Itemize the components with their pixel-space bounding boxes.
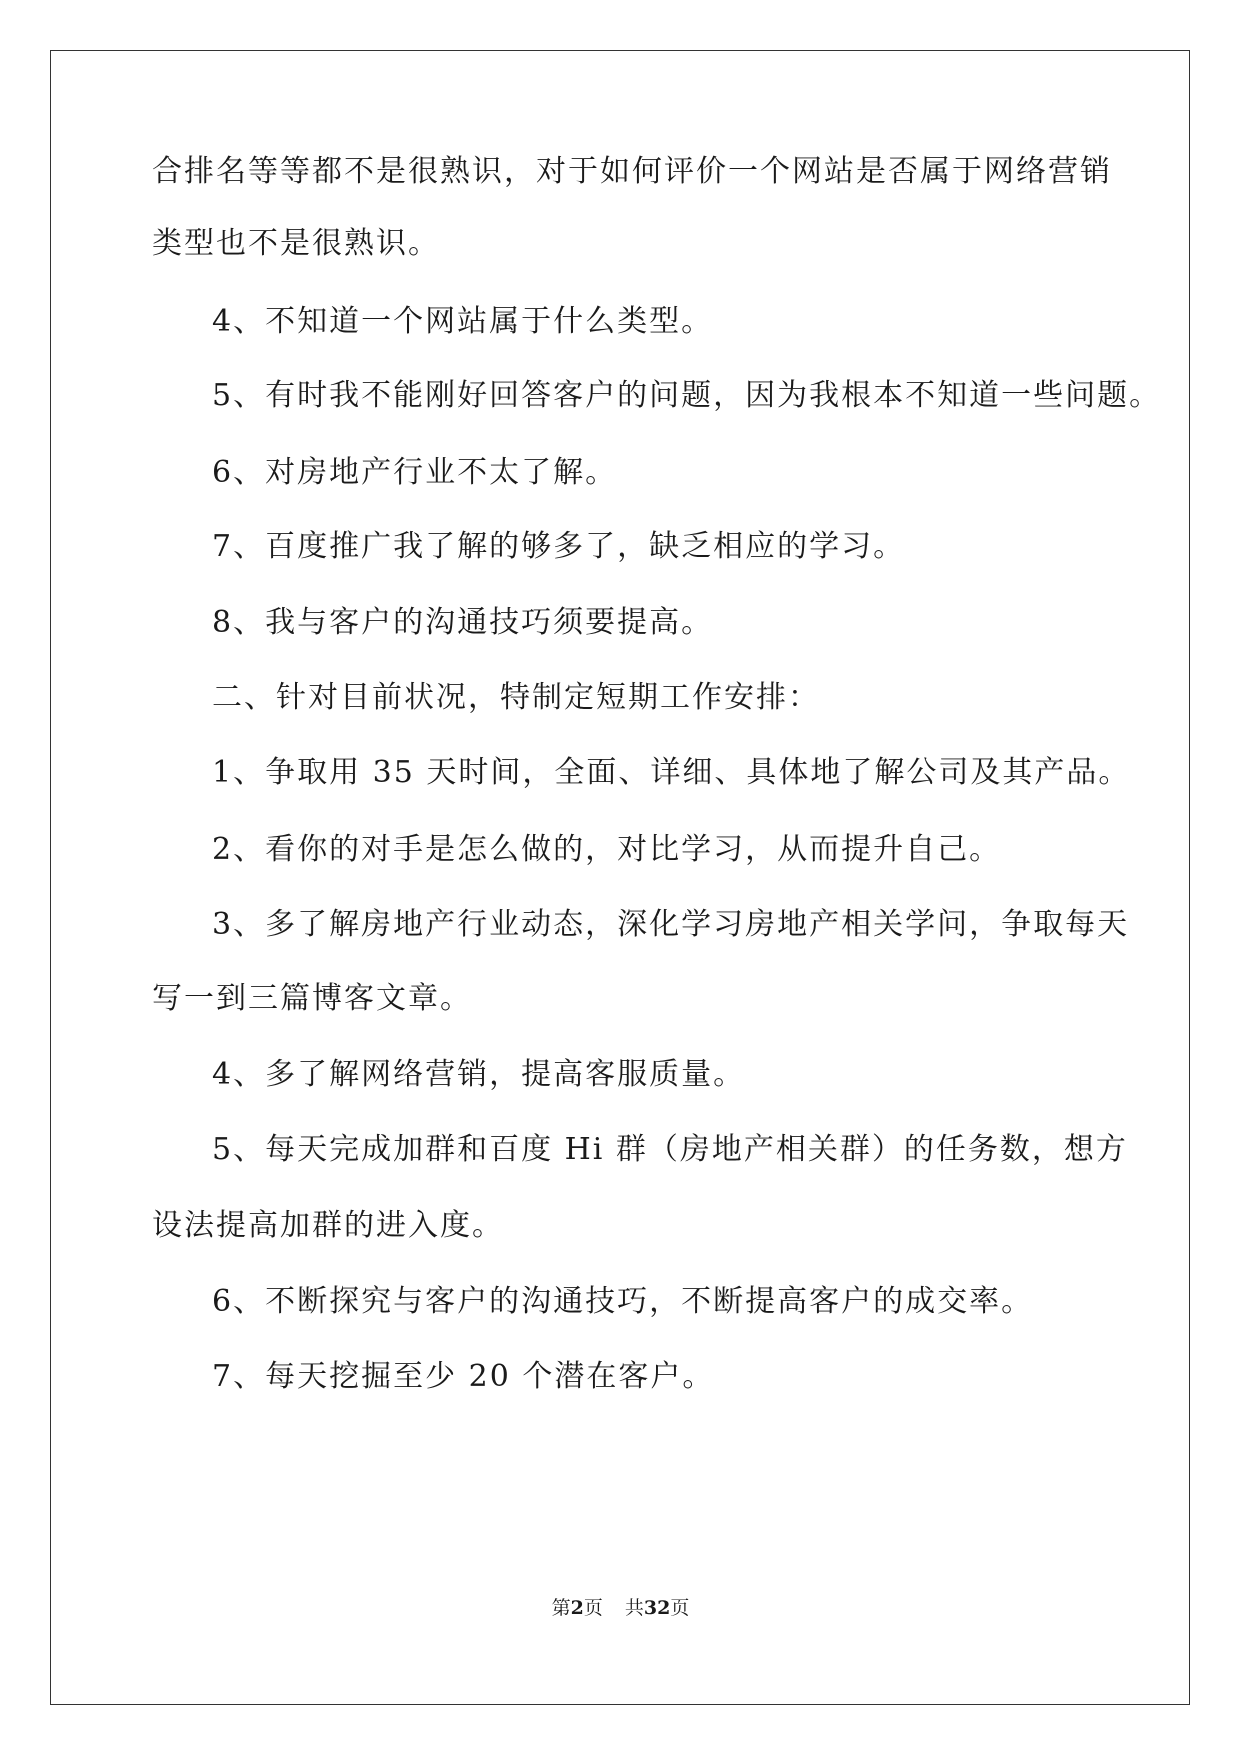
page-footer: [0, 1596, 1241, 1620]
paragraph-line: 合排名等等都不是很熟识，对于如何评价一个网站是否属于网络营销: [152, 154, 1112, 189]
list-item: 8、我与客户的沟通技巧须要提高。: [212, 605, 714, 640]
list-item: 1、争取用 35 天时间，全面、详细、具体地了解公司及其产品。: [212, 755, 1131, 790]
list-item: 5、每天完成加群和百度 Hi 群（房地产相关群）的任务数，想方: [212, 1132, 1128, 1167]
total-suffix: 页: [670, 1597, 690, 1619]
total-prefix: 共: [624, 1597, 644, 1619]
list-item: 7、每天挖掘至少 20 个潜在客户。: [212, 1359, 715, 1394]
paragraph-line: 类型也不是很熟识。: [152, 226, 440, 261]
list-item: 7、百度推广我了解的够多了，缺乏相应的学习。: [212, 529, 906, 564]
paragraph-line: 写一到三篇博客文章。: [152, 981, 472, 1016]
section-heading: 二、针对目前状况，特制定短期工作安排：: [212, 680, 820, 715]
page-prefix: 第: [551, 1597, 571, 1619]
page-suffix: 页: [583, 1597, 603, 1619]
list-item: 6、不断探究与客户的沟通技巧，不断提高客户的成交率。: [212, 1284, 1034, 1319]
list-item: 6、对房地产行业不太了解。: [212, 455, 618, 490]
total-pages: 32: [643, 1597, 671, 1619]
list-item: 4、不知道一个网站属于什么类型。: [212, 304, 714, 339]
list-item: 4、多了解网络营销，提高客服质量。: [212, 1057, 746, 1092]
paragraph-line: 设法提高加群的进入度。: [152, 1208, 504, 1243]
list-item: 3、多了解房地产行业动态，深化学习房地产相关学问，争取每天: [212, 907, 1130, 942]
page-number: 2: [570, 1597, 584, 1619]
page-border: [50, 50, 1190, 1705]
list-item: 2、看你的对手是怎么做的，对比学习，从而提升自己。: [212, 832, 1002, 867]
list-item: 5、有时我不能刚好回答客户的问题，因为我根本不知道一些问题。: [212, 378, 1162, 413]
